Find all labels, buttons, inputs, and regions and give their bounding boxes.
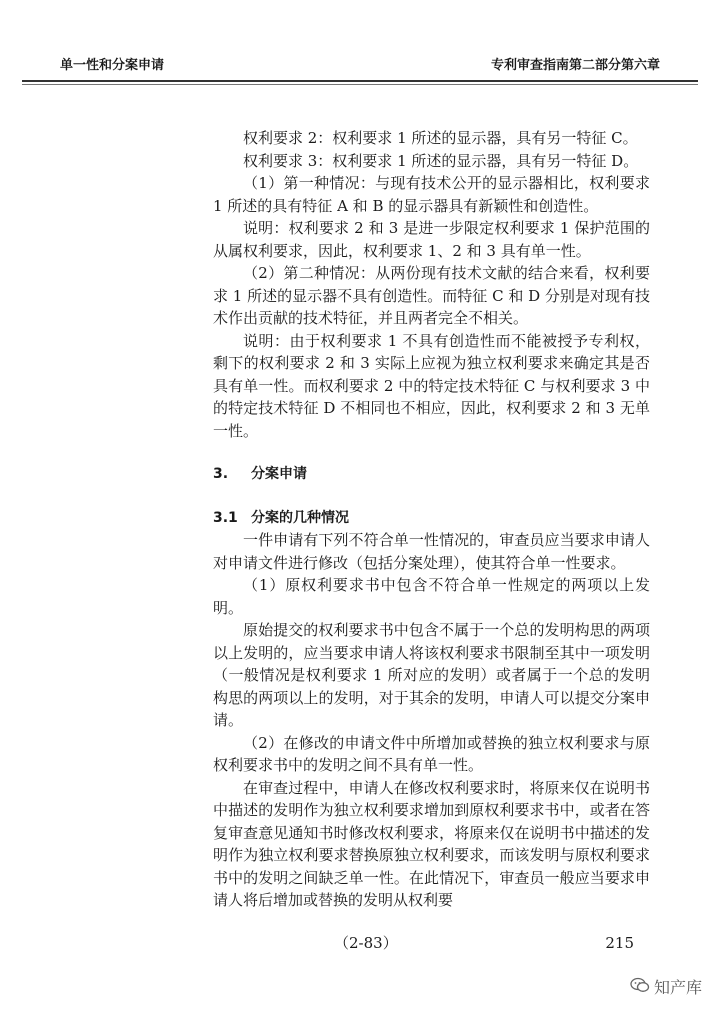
subsection-title: 分案的几种情况 [251,509,349,526]
paragraph-item-2-detail: 在审查过程中，申请人在修改权利要求时，将原来仅在说明书中描述的发明作为独立权利要求增加到原权利要求书中，或者在答复审查意见通知书时修改权利要求，将原来仅在说明书中描述的发明作为独立权利要求替换原独立权利要求，而该发明与原权利要求书中的发明之间缺乏单一性。在此情况下，审查员一般应当要求申请人将后增加或替换的发明从权利要 [213,778,650,909]
paragraph-item-1: （1）原权利要求书中包含不符合单一性规定的两项以上发明。 [213,576,650,617]
section-title: 分案申请 [251,466,307,482]
header-book-title: 专利审查指南第二部分第六章 [490,58,660,73]
paragraph-claim-3: 权利要求 3：权利要求 1 所述的显示器，具有另一特征 D。 [243,151,639,170]
section-heading [213,463,650,486]
watermark-text: 知产库 [653,978,702,997]
subsection-heading [213,507,650,530]
paragraph-case-2: （2）第二种情况：从两份现有技术文献的结合来看，权利要求 1 所述的显示器不具有创造性。而特征 C 和 D 分别是对现有技术作出贡献的技术特征，并且两者完全不相关。 [213,264,650,327]
paragraph-intro: 一件申请有下列不符合单一性情况的，审查员应当要求申请人对申请文件进行修改（包括分案处理），使其符合单一性要求。 [213,531,650,572]
paragraph-note-1: 说明：权利要求 2 和 3 是进一步限定权利要求 1 保护范围的从属权利要求，因此，权利要求 1、2 和 3 具有单一性。 [213,219,650,260]
paragraph-item-2: （2）在修改的申请文件中所增加或替换的独立权利要求与原权利要求书中的发明之间不具有单一性。 [213,733,650,774]
header-rule-thin [22,84,698,85]
section-number: 3. [213,466,229,482]
footer-page-number: 215 [605,934,634,952]
footer-page-code: （2-83） [334,934,398,952]
paragraph-note-2: 说明：由于权利要求 1 不具有创造性而不能被授予专利权，剩下的权利要求 2 和 3 实际上应视为独立权利要求来确定其是否具有单一性。而权利要求 2 中的特定技术特征 C 与权利要求 3 中的特定技术特征 D 不相同也不相应，因此，权利要求 2 和 3 无单一性。 [213,331,650,440]
subsection-number: 3.1 [213,509,238,526]
paragraph-claim-2: 权利要求 2：权利要求 1 所述的显示器，具有另一特征 C。 [243,129,638,147]
paragraph-item-1-detail: 原始提交的权利要求书中包含不属于一个总的发明构思的两项以上发明的，应当要求申请人将该权利要求书限制至其中一项发明（一般情况是权利要求 1 所对应的发明）或者属于一个总的发明构思的两项以上的发明，对于其余的发明，申请人可以提交分案申请。 [213,621,650,729]
header-rule-thick [22,80,698,82]
watermark [630,975,702,998]
page-body [213,127,650,912]
paragraph-case-1: （1）第一种情况：与现有技术公开的显示器相比，权利要求 1 所述的具有特征 A 和 B 的显示器具有新颖性和创造性。 [213,174,650,215]
header-chapter-title: 单一性和分案申请 [60,58,165,73]
wechat-icon [630,977,650,997]
